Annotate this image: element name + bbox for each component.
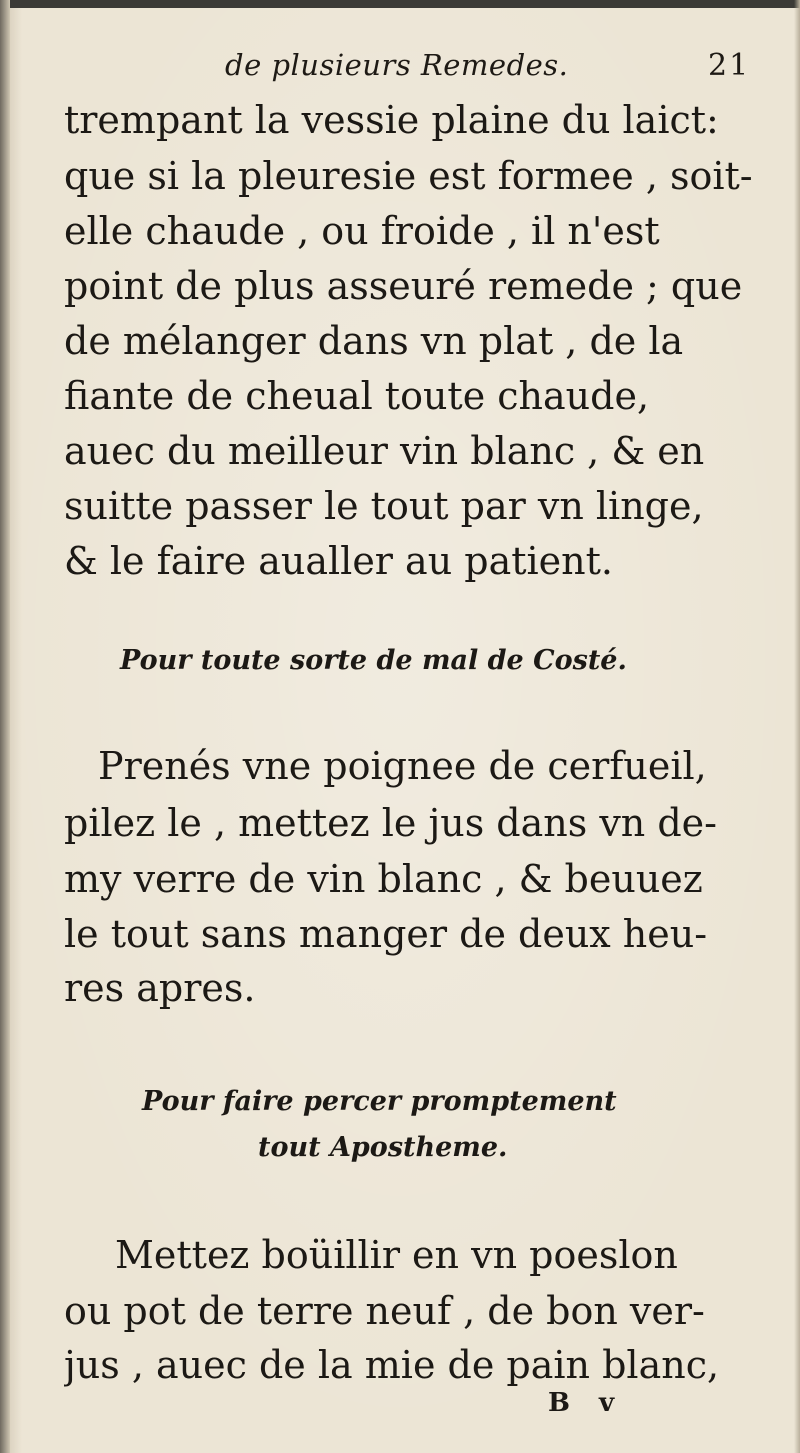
page-right-edge xyxy=(794,0,800,1453)
text-line: my verre de vin blanc , & beuuez xyxy=(64,857,703,901)
running-head: de plusieurs Remedes. xyxy=(225,48,569,82)
text-line: Mettez boüillir en vn poeslon xyxy=(115,1233,678,1277)
text-line: suitte passer le tout par vn linge, xyxy=(64,484,704,528)
text-line: le tout sans manger de deux heu- xyxy=(64,912,708,956)
text-line: pilez le , mettez le jus dans vn de- xyxy=(64,801,718,845)
text-line: & le faire aualler au patient. xyxy=(64,539,613,583)
text-line: de mélanger dans vn plat , de la xyxy=(64,319,684,363)
page-gutter xyxy=(0,0,10,1453)
text-line: jus , auec de la mie de pain blanc, xyxy=(64,1343,720,1387)
text-line: trempant la vessie plaine du laict: xyxy=(64,98,719,142)
page-top-edge xyxy=(0,0,800,8)
section-heading: Pour toute sorte de mal de Costé. xyxy=(120,645,627,676)
section-heading: tout Apostheme. xyxy=(258,1132,508,1163)
text-line: point de plus asseuré remede ; que xyxy=(64,264,743,308)
text-line: res apres. xyxy=(64,966,256,1010)
text-line: Prenés vne poignee de cerfueil, xyxy=(98,744,707,788)
signature-mark: B v xyxy=(548,1388,625,1418)
text-line: fiante de cheual toute chaude, xyxy=(64,374,650,418)
text-line: elle chaude , ou froide , il n'est xyxy=(64,209,660,253)
text-line: que si la pleuresie est formee , soit- xyxy=(64,154,753,198)
text-line: ou pot de terre neuf , de bon ver- xyxy=(64,1289,705,1333)
section-heading: Pour faire percer promptement xyxy=(142,1086,617,1117)
page-number: 21 xyxy=(708,48,751,83)
text-line: auec du meilleur vin blanc , & en xyxy=(64,429,705,473)
